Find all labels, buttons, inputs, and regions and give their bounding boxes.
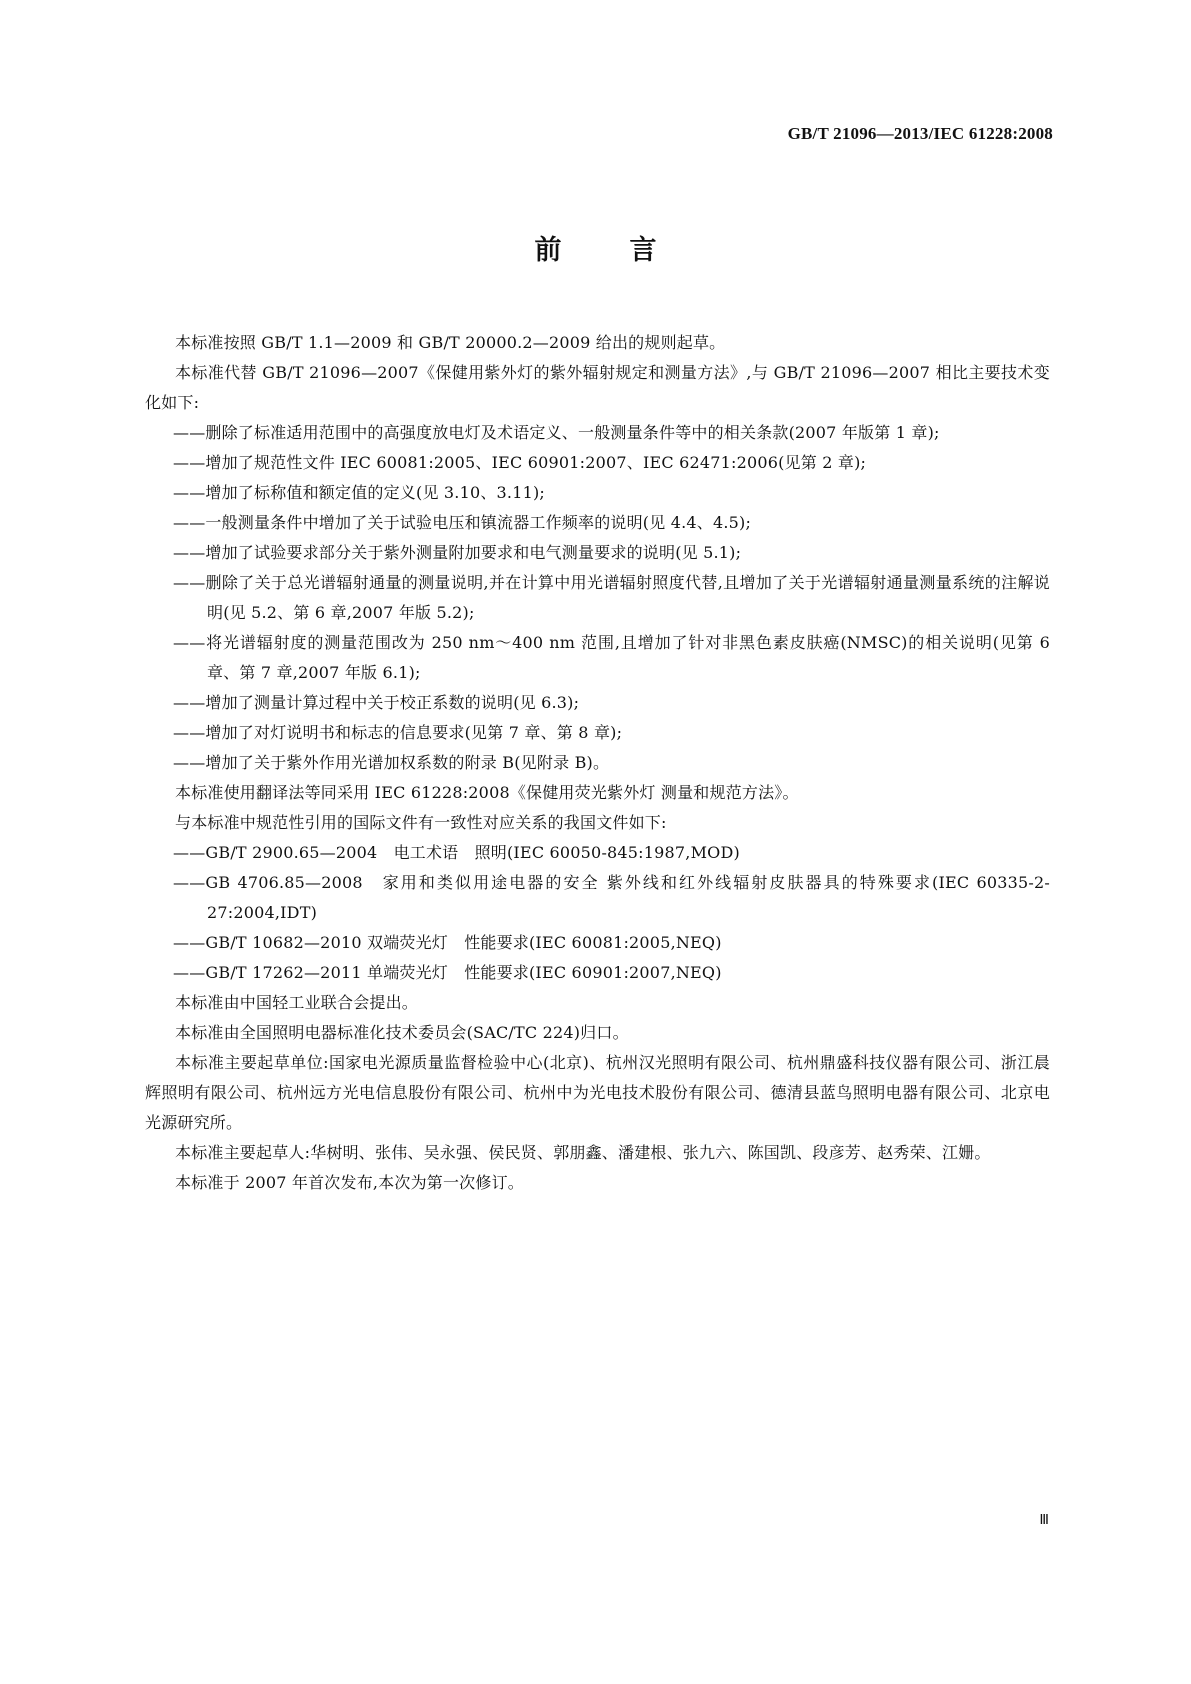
list-item: ——增加了测量计算过程中关于校正系数的说明(见 6.3); <box>173 693 580 712</box>
paragraph-proposer: 本标准由中国轻工业联合会提出。 <box>175 993 419 1012</box>
paragraph-drafters: 本标准主要起草人:华树明、张伟、吴永强、侯民贤、郭朋鑫、潘建根、张九六、陈国凯、段彦芳、赵秀荣、江姗。 <box>175 1143 991 1162</box>
paragraph-translation: 本标准使用翻译法等同采用 IEC 61228:2008《保健用荧光紫外灯 测量和规范方法》。 <box>175 783 799 802</box>
list-item: ——删除了关于总光谱辐射通量的测量说明,并在计算中用光谱辐射照度代替,且增加了关于光谱辐射通量测量系统的注解说明(见 5.2、第 6 章,2007 年版 5.2); <box>173 573 1050 622</box>
list-item: ——增加了对灯说明书和标志的信息要求(见第 7 章、第 8 章); <box>173 723 623 742</box>
list-item: ——删除了标准适用范围中的高强度放电灯及术语定义、一般测量条件等中的相关条款(2007 年版第 1 章); <box>173 423 940 442</box>
paragraph-drafting-rules: 本标准按照 GB/T 1.1—2009 和 GB/T 20000.2—2009 给出的规则起草。 <box>175 333 726 352</box>
list-item: ——增加了关于紫外作用光谱加权系数的附录 B(见附录 B)。 <box>173 753 610 772</box>
list-item: ——GB/T 10682—2010 双端荧光灯 性能要求(IEC 60081:2005,NEQ) <box>173 933 722 952</box>
changes-list <box>145 418 1050 778</box>
list-item: ——GB/T 2900.65—2004 电工术语 照明(IEC 60050-845:1987,MOD) <box>173 843 740 862</box>
page-title: 前言 <box>534 235 725 266</box>
list-item: ——GB 4706.85—2008 家用和类似用途电器的安全 紫外线和红外线辐射皮肤器具的特殊要求(IEC 60335-2-27:2004,IDT) <box>173 873 1050 922</box>
paragraph-replacement: 本标准代替 GB/T 21096—2007《保健用紫外灯的紫外辐射规定和测量方法》,与 GB/T 21096—2007 相比主要技术变化如下: <box>145 363 1050 412</box>
list-item: ——将光谱辐射度的测量范围改为 250 nm～400 nm 范围,且增加了针对非黑色素皮肤癌(NMSC)的相关说明(见第 6 章、第 7 章,2007 年版 6.1); <box>173 633 1050 682</box>
paragraph-drafting-units: 本标准主要起草单位:国家电光源质量监督检验中心(北京)、杭州汉光照明有限公司、杭州鼎盛科技仪器有限公司、浙江晨辉照明有限公司、杭州远方光电信息股份有限公司、杭州中为光电技术股份有限公司、德清县蓝鸟照明电器有限公司、北京电光源研究所。 <box>145 1053 1050 1132</box>
reference-list <box>145 838 1050 988</box>
list-item: ——增加了试验要求部分关于紫外测量附加要求和电气测量要求的说明(见 5.1); <box>173 543 742 562</box>
paragraph-committee: 本标准由全国照明电器标准化技术委员会(SAC/TC 224)归口。 <box>175 1023 629 1042</box>
list-item: ——GB/T 17262—2011 单端荧光灯 性能要求(IEC 60901:2007,NEQ) <box>173 963 722 982</box>
list-item: ——一般测量条件中增加了关于试验电压和镇流器工作频率的说明(见 4.4、4.5); <box>173 513 752 532</box>
document-id: GB/T 21096—2013/IEC 61228:2008 <box>787 124 1053 143</box>
page-number: Ⅲ <box>1039 1513 1049 1528</box>
document-body <box>145 328 1050 1198</box>
paragraph-corresponding-docs: 与本标准中规范性引用的国际文件有一致性对应关系的我国文件如下: <box>175 813 667 832</box>
list-item: ——增加了标称值和额定值的定义(见 3.10、3.11); <box>173 483 546 502</box>
list-item: ——增加了规范性文件 IEC 60081:2005、IEC 60901:2007、IEC 62471:2006(见第 2 章); <box>173 453 867 472</box>
paragraph-release-history: 本标准于 2007 年首次发布,本次为第一次修订。 <box>175 1173 524 1192</box>
